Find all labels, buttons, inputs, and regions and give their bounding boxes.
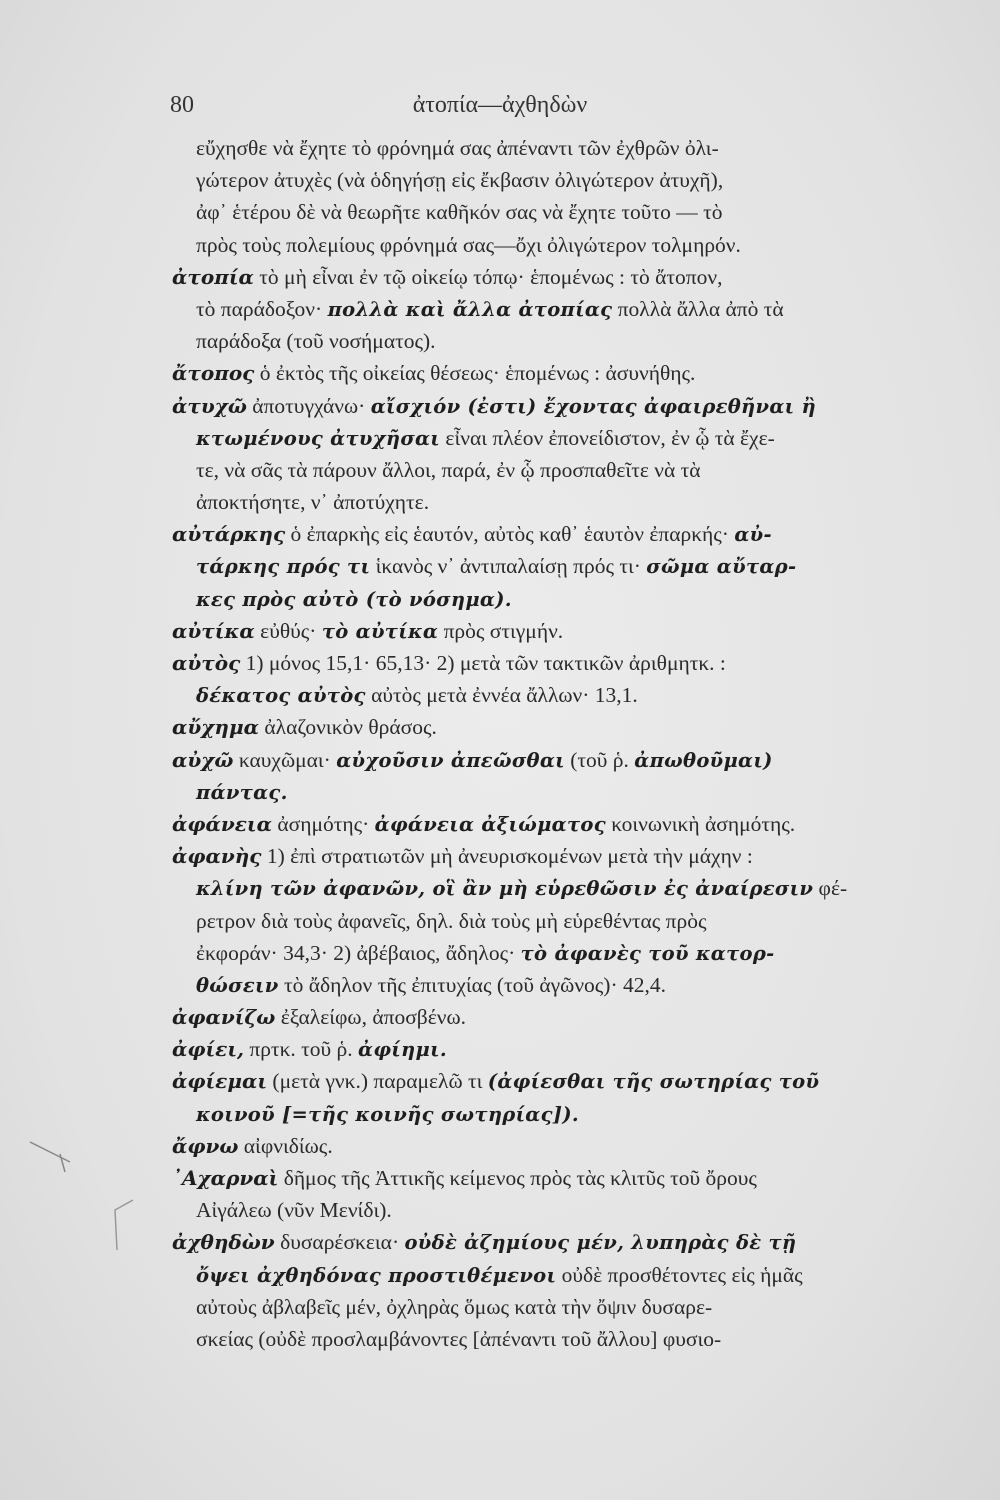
text-line [172, 1130, 972, 1162]
line-text: αἰφνιδίως. [238, 1133, 333, 1158]
line-text: φέ- [813, 876, 848, 901]
text-line [172, 1065, 972, 1097]
text-line [172, 679, 972, 711]
quoted-phrase: αὐ- [734, 523, 772, 547]
entry-headword: ἀφανίζω [172, 1005, 276, 1030]
text-line [172, 357, 972, 389]
text-line [172, 1226, 972, 1258]
quoted-phrase: κοινοῦ [=τῆς κοινῆς σωτηρίας]). [196, 1102, 579, 1126]
line-text: πολλὰ ἄλλα ἀπὸ τὰ [612, 296, 784, 321]
entry-headword: ἀφίεμαι [172, 1069, 268, 1094]
entry-headword: αὐτάρκης [172, 522, 286, 547]
text-line [172, 132, 972, 164]
text-line [172, 808, 972, 840]
entry-headword: αὐτὸς [172, 651, 241, 675]
text-line [172, 1162, 972, 1194]
text-line [172, 647, 972, 679]
text-line [172, 454, 972, 486]
glossary-text [172, 132, 972, 1355]
line-text: (τοῦ ῥ. [564, 747, 635, 772]
text-line [172, 1001, 972, 1033]
line-text: ἀλαζονικὸν θράσος. [259, 715, 437, 740]
line-text: ἱκανὸς ν᾽ ἀντιπαλαίσῃ πρός τι· [370, 554, 647, 579]
line-text: πρὸς στιγμήν. [438, 618, 564, 643]
text-line [172, 776, 972, 808]
text-line [172, 1291, 972, 1323]
entry-headword: ἀτοπία [172, 264, 254, 289]
line-text: γώτερον ἀτυχὲς (νὰ ὁδηγήσῃ εἰς ἔκβασιν ὀλιγώτερον ἀτυχῆ), [196, 168, 724, 193]
text-line [172, 229, 972, 261]
entry-headword: ἀτυχῶ [172, 393, 247, 418]
entry-headword: ᾽Αχαρναὶ [172, 1166, 279, 1190]
line-text: καυχῶμαι· [233, 747, 337, 772]
quoted-phrase: κες πρὸς αὐτὸ (τὸ νόσημα). [196, 587, 512, 611]
text-line [172, 390, 972, 422]
quoted-phrase: σῶμα αὔταρ- [646, 555, 797, 579]
quoted-phrase: θώσειν [196, 973, 279, 997]
line-text: δυσαρέσκεια· [274, 1230, 405, 1255]
text-line [172, 905, 972, 937]
text-line [172, 711, 972, 743]
line-text: εὐθύς· [254, 618, 322, 643]
margin-pencil-mark [0, 1132, 80, 1212]
line-text: ἀσημότης· [271, 811, 375, 836]
entry-headword: ἄτοπος [172, 361, 255, 386]
quoted-phrase: ἀφίημι. [358, 1038, 447, 1062]
line-text: τε, νὰ σᾶς τὰ πάρουν ἄλλοι, παρά, ἐν ᾧ προσπαθεῖτε νὰ τὰ [196, 457, 701, 482]
entry-headword: ἀχθηδὼν [172, 1230, 275, 1255]
quoted-phrase: οὐδὲ ἀζημίους μέν, λυπηρὰς δὲ τῇ [404, 1231, 797, 1255]
entry-headword: ἀφάνεια [172, 811, 272, 836]
line-text: τὸ ἄδηλον τῆς ἐπιτυχίας (τοῦ ἀγῶνος)· 42,4. [278, 972, 666, 997]
line-text: πρτκ. τοῦ ῥ. [243, 1037, 359, 1062]
quoted-phrase: κτωμένους ἀτυχῆσαι [196, 426, 441, 450]
line-text: κοινωνικὴ ἀσημότης. [605, 811, 796, 836]
entry-headword: ἀφίει, [172, 1037, 244, 1062]
quoted-phrase: (ἀφίεσθαι τῆς σωτηρίας τοῦ [487, 1070, 820, 1094]
text-line [172, 196, 972, 228]
quoted-phrase: τὸ ἀφανὲς τοῦ κατορ- [520, 941, 775, 965]
line-text: ἐκφοράν· 34,3· 2) ἀβέβαιος, ἄδηλος· [196, 940, 521, 965]
quoted-phrase: ὄψει ἀχθηδόνας προστιθέμενοι [196, 1263, 557, 1287]
text-line [172, 1259, 972, 1291]
line-text: εἶναι πλέον ἐπονείδιστον, ἐν ᾧ τὰ ἔχε- [440, 425, 775, 450]
text-line [172, 518, 972, 550]
line-text: (μετὰ γνκ.) παραμελῶ τι [267, 1069, 488, 1094]
text-line [172, 615, 972, 647]
text-line [172, 872, 972, 904]
text-line [172, 261, 972, 293]
text-line [172, 969, 972, 1001]
entry-headword: αὔχημα [172, 715, 259, 740]
text-line [172, 840, 972, 872]
text-line [172, 422, 972, 454]
text-line [172, 1194, 972, 1226]
quoted-phrase: πάντας. [196, 780, 288, 804]
text-line [172, 1323, 972, 1355]
text-line [172, 583, 972, 615]
line-text: ἐξαλείφω, ἀποσβένω. [275, 1005, 467, 1030]
line-text: αὐτὸς μετὰ ἐννέα ἄλλων· 13,1. [365, 683, 638, 708]
line-text: εὔχησθε νὰ ἔχητε τὸ φρόνημά σας ἀπέναντι τῶν ἐχθρῶν ὀλι- [196, 136, 719, 160]
line-text: δῆμος τῆς Ἀττικῆς κείμενος πρὸς τὰς κλιτῦς τοῦ ὄρους [278, 1166, 757, 1190]
quoted-phrase: ἀπωθοῦμαι) [634, 748, 773, 772]
text-line [172, 293, 972, 325]
line-text: ἀφ᾽ ἑτέρου δὲ νὰ θεωρῆτε καθῆκόν σας νὰ ἔχητε τοῦτο — τὸ [196, 200, 723, 225]
line-text: παράδοξα (τοῦ νοσήματος). [196, 329, 436, 354]
quoted-phrase: τάρκης πρός τι [196, 555, 371, 579]
text-line [172, 164, 972, 196]
entry-headword: αὐχῶ [172, 747, 234, 772]
quoted-phrase: κλίνη τῶν ἀφανῶν, οἳ ἂν μὴ εὑρεθῶσιν ἐς ἀναίρεσιν [196, 877, 814, 901]
quoted-phrase: αἴσχιόν (ἐστι) ἔχοντας ἀφαιρεθῆναι ἢ [370, 394, 816, 418]
line-text: αὐτοὺς ἀβλαβεῖς μέν, ὀχληρὰς ὅμως κατὰ τὴν ὄψιν δυσαρε- [196, 1294, 713, 1319]
text-line [172, 1098, 972, 1130]
entry-headword: ἀφανὴς [172, 844, 262, 869]
margin-bracket-mark [105, 1195, 145, 1255]
page-number: 80 [170, 92, 194, 118]
line-text: ἀποκτήσητε, ν᾽ ἀποτύχητε. [196, 490, 430, 515]
line-text: ὁ ἐκτὸς τῆς οἰκείας θέσεως· ἑπομένως : ἀσυνήθης. [254, 361, 696, 386]
line-text: σκείας (οὐδὲ προσλαμβάνοντες [ἀπέναντι τοῦ ἄλλου] φυσιο- [196, 1326, 722, 1351]
running-head: ἀτοπία—ἀχθηδὼν [412, 92, 588, 118]
entry-headword: ἄφνω [172, 1133, 239, 1158]
line-text: πρὸς τοὺς πολεμίους φρόνημά σας—ὄχι ὀλιγώτερον τολμηρόν. [196, 232, 741, 257]
text-line [172, 486, 972, 518]
text-line [172, 325, 972, 357]
text-line [172, 937, 972, 969]
line-text: ἀποτυγχάνω· [246, 393, 371, 418]
line-text: 1) ἐπὶ στρατιωτῶν μὴ ἀνευρισκομένων μετὰ τὴν μάχην : [261, 844, 753, 869]
quoted-phrase: ἀφάνεια ἀξιώματος [374, 812, 606, 836]
line-text: τὸ μὴ εἶναι ἐν τῷ οἰκείῳ τόπῳ· ἑπομένως : τὸ ἄτοπον, [253, 264, 723, 289]
quoted-phrase: αὐχοῦσιν ἀπεῶσθαι [336, 748, 565, 772]
quoted-phrase: τὸ αὐτίκα [321, 619, 439, 643]
line-text: Αἰγάλεω (νῦν Μενίδι). [196, 1198, 392, 1223]
quoted-phrase: δέκατος αὐτὸς [196, 684, 366, 708]
text-line [172, 1033, 972, 1065]
line-text: οὐδὲ προσθέτοντες εἰς ἡμᾶς [556, 1262, 803, 1287]
line-text: 1) μόνος 15,1· 65,13· 2) μετὰ τῶν τακτικῶν ἀριθμητκ. : [240, 651, 726, 675]
line-text: ὁ ἐπαρκὴς εἰς ἑαυτόν, αὐτὸς καθ᾽ ἑαυτὸν ἐπαρκής· [285, 522, 735, 547]
text-line [172, 744, 972, 776]
quoted-phrase: πολλὰ καὶ ἄλλα ἀτοπίας [327, 297, 613, 321]
text-line [172, 550, 972, 582]
line-text: τὸ παράδοξον· [196, 296, 328, 321]
entry-headword: αὐτίκα [172, 618, 255, 643]
line-text: ρετρον διὰ τοὺς ἀφανεῖς, δηλ. διὰ τοὺς μὴ εὑρεθέντας πρὸς [196, 908, 707, 933]
